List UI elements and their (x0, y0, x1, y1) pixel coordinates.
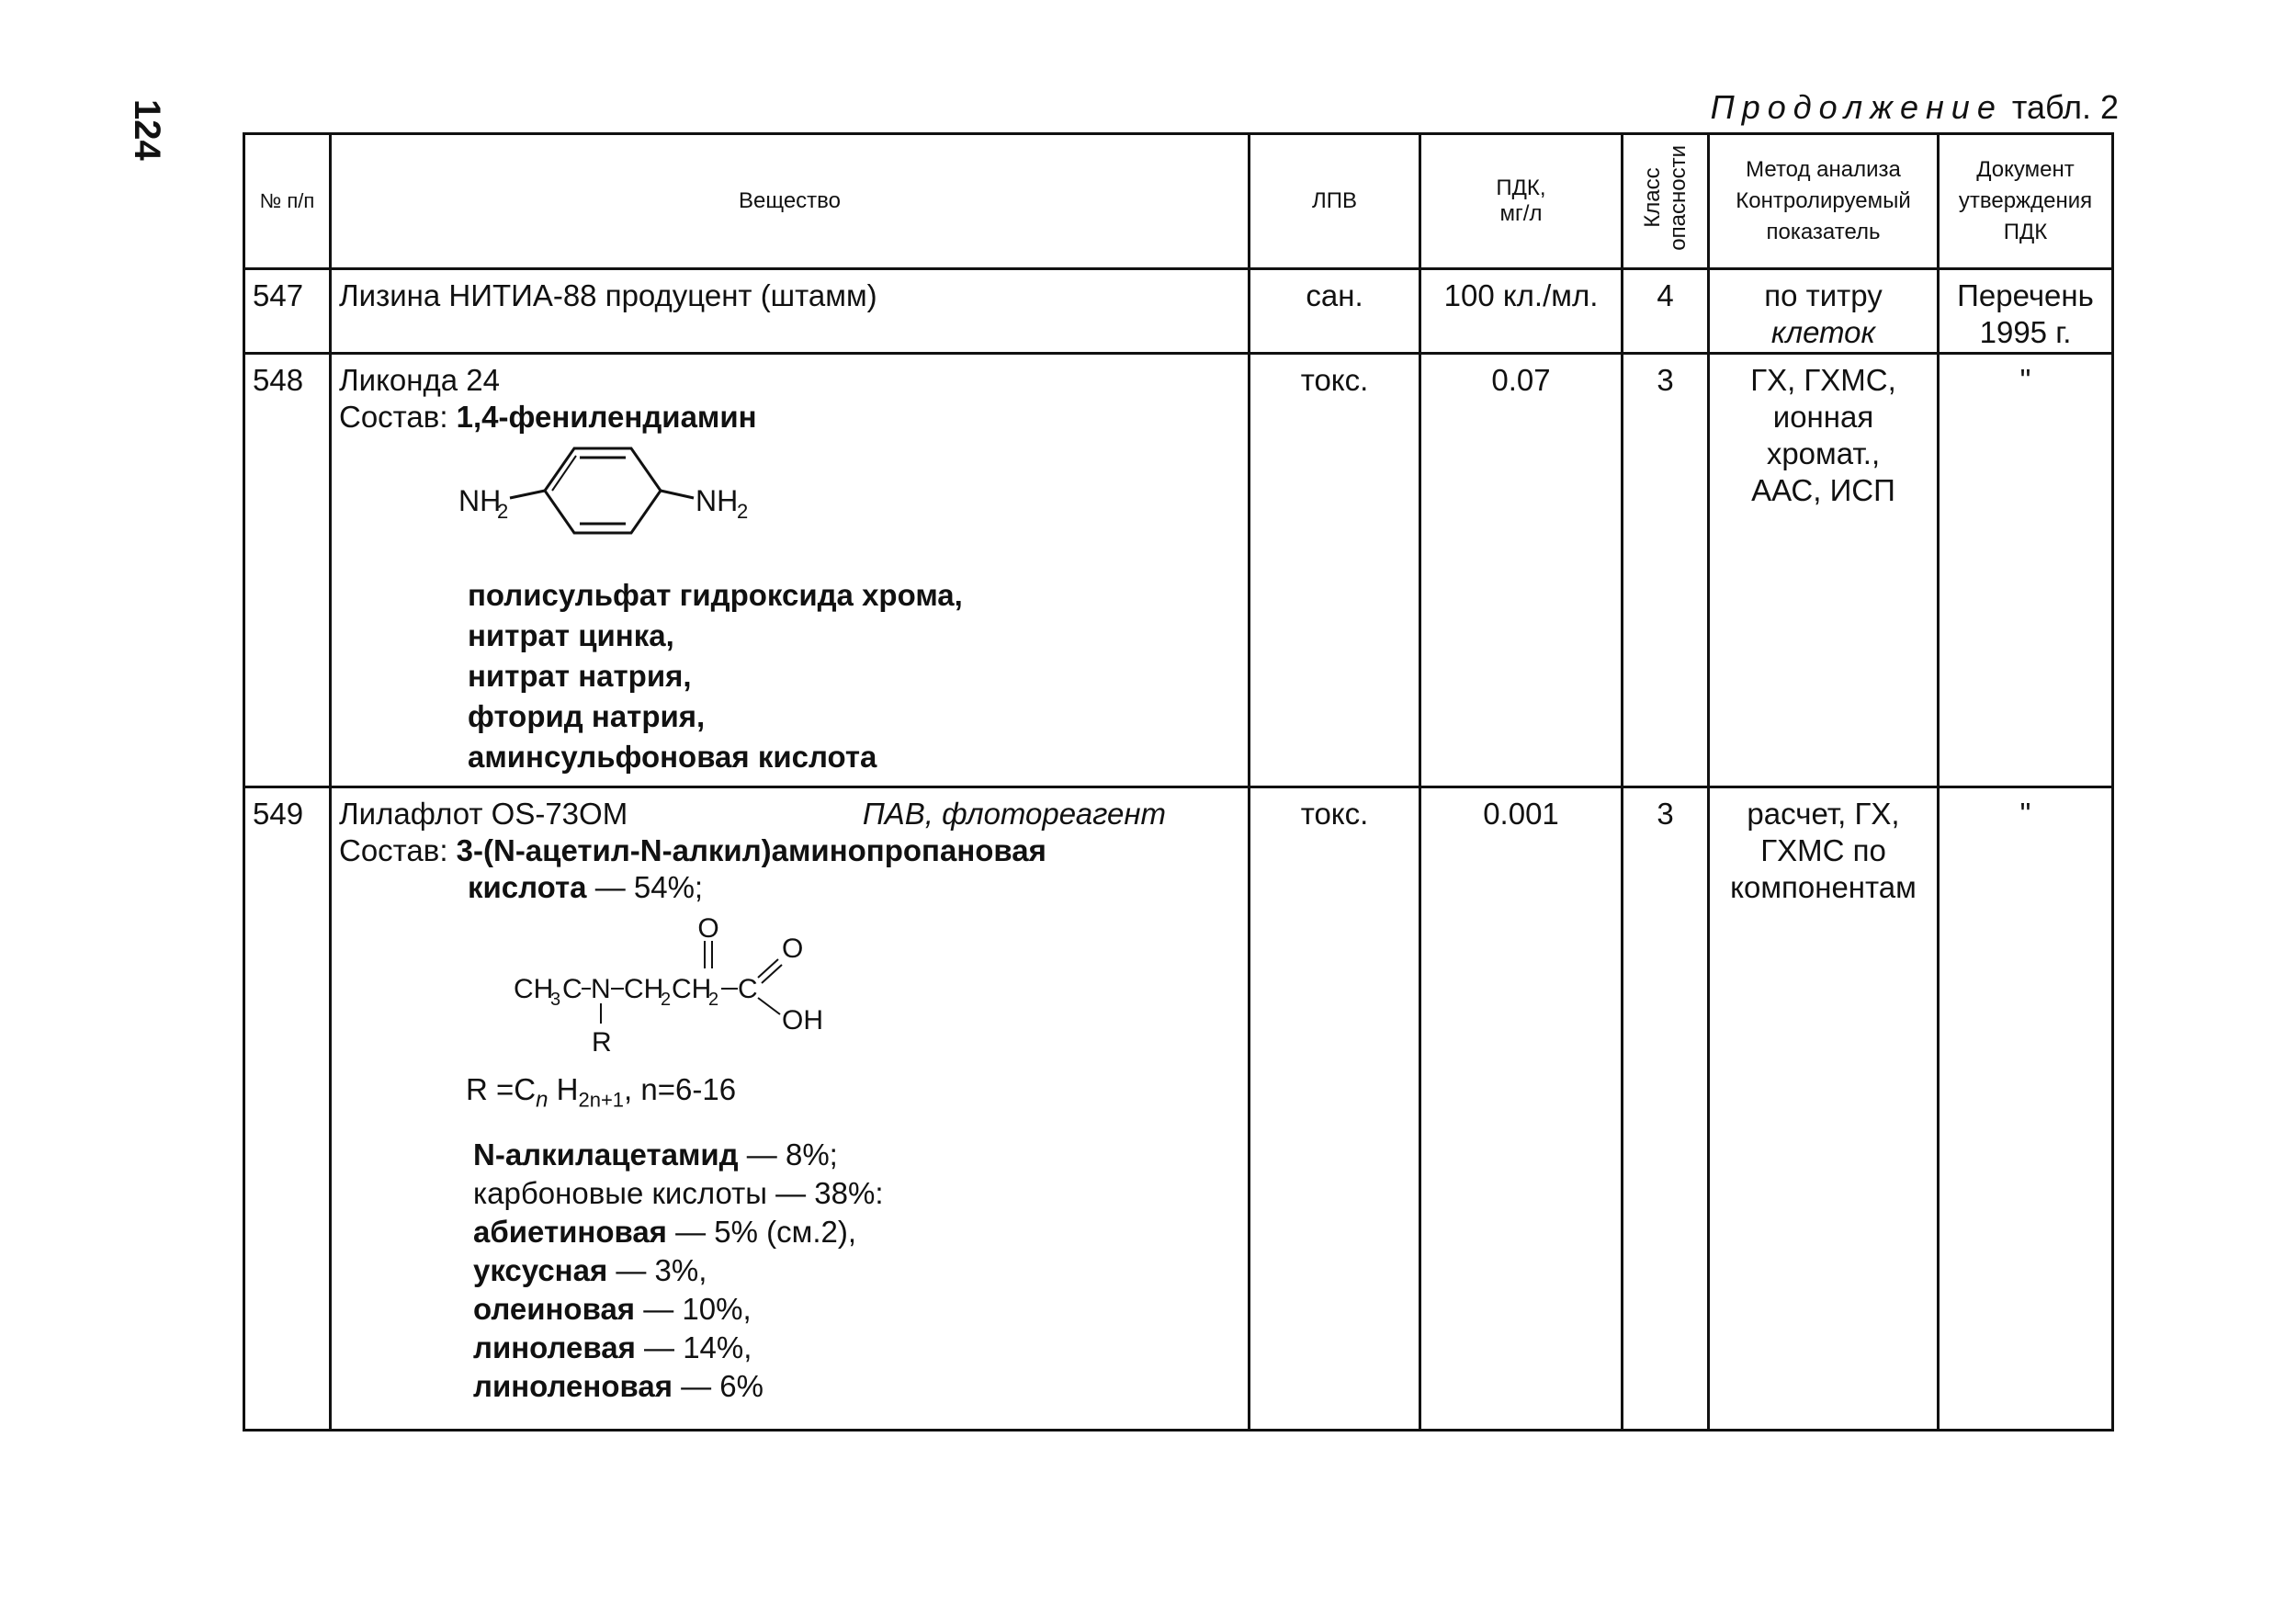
composition-line (339, 399, 1248, 436)
header-method-line3: показатель (1766, 220, 1881, 244)
header-doc-line2: утверждения (1958, 188, 2093, 213)
hazard-class-value: 4 (1623, 269, 1709, 354)
composition-label: Состав: (339, 833, 448, 867)
component-line (473, 1174, 1248, 1213)
formula-o-top: O (697, 915, 719, 944)
substance-name: Лилафлот OS-73OM (339, 797, 628, 831)
composition-label: Состав: (339, 400, 448, 434)
composition-first-component: 3-(N-ацетил-N-алкил)аминопропановая (456, 833, 1046, 867)
component-name: абиетиновая (473, 1214, 667, 1249)
component-percent: — 6% (672, 1368, 763, 1403)
component-percent: — 10%, (635, 1291, 752, 1326)
header-method (1709, 134, 1939, 269)
composition-line (339, 832, 1248, 869)
aminopropanoic-acid-structure (514, 915, 1028, 1062)
header-num: № п/п (244, 134, 331, 269)
formula-ch2-a: CH (624, 974, 664, 1004)
lpv-value: сан. (1250, 269, 1420, 354)
hazard-class-value: 3 (1623, 354, 1709, 787)
substance-cell (331, 354, 1250, 787)
component-percent: — 5% (см.2), (666, 1214, 857, 1249)
formula-ch2-b-sub: 2 (708, 990, 719, 1010)
header-lpv: ЛПВ (1250, 134, 1420, 269)
component-name: N-алкилацетамид (473, 1137, 739, 1171)
method-line: хромат., (1766, 436, 1881, 470)
header-pdk (1420, 134, 1623, 269)
component-line: нитрат натрия, (468, 659, 692, 693)
formula-c-carboxyl: C (738, 974, 758, 1004)
hazard-class-value: 3 (1623, 787, 1709, 1431)
formula-ch3: CH (514, 974, 554, 1004)
row-number: 549 (244, 787, 331, 1431)
header-doc-line1: Документ (1976, 157, 2075, 182)
r-def-r: R =C (466, 1072, 537, 1106)
formula-ch2-b: CH (672, 974, 712, 1004)
formula-oh: OH (782, 1005, 823, 1035)
formula-ch3-sub: 3 (550, 990, 561, 1010)
method-line: компонентам (1730, 870, 1917, 904)
substance-name: Ликонда 24 (339, 363, 500, 397)
method-line: ААС, ИСП (1751, 473, 1895, 507)
component-percent: — 8%; (738, 1137, 838, 1171)
component-line (473, 1290, 1248, 1329)
document-value (1939, 269, 2113, 354)
table-row (244, 787, 2113, 1431)
method-value (1709, 354, 1939, 787)
component-list (339, 575, 1248, 777)
component-percent: карбоновые кислоты — 38%: (473, 1175, 884, 1210)
r-def-n-sub: n (536, 1087, 549, 1113)
component-list (339, 1136, 1248, 1406)
header-method-line2: Контролируемый (1736, 188, 1911, 213)
component-line: фторид натрия, (468, 699, 706, 733)
document-value: " (1939, 787, 2113, 1431)
header-pdk-unit: мг/л (1499, 201, 1543, 226)
continuation-word: Продолжение (1710, 88, 2003, 126)
component-line: нитрат цинка, (468, 618, 674, 652)
component-line (473, 1367, 1248, 1406)
r-def-h-sub: 2n+1 (578, 1088, 625, 1112)
header-substance: Вещество (331, 134, 1250, 269)
component-name: олеиновая (473, 1291, 636, 1326)
pdk-value: 0.001 (1420, 787, 1623, 1431)
substance-name: Лизина НИТИА-88 продуцент (штамм) (331, 269, 1250, 354)
formula-o-right: O (782, 934, 804, 964)
table-row (244, 354, 2113, 787)
component-name: линоленовая (473, 1368, 673, 1403)
document-line: 1995 г. (1979, 315, 2072, 349)
composition-first-percent: — 54%; (586, 870, 704, 904)
row-number: 547 (244, 269, 331, 354)
header-hazard-line1: Класс (1639, 167, 1665, 229)
component-percent: — 14%, (635, 1330, 752, 1364)
header-hazard-line2: опасности (1665, 145, 1691, 251)
header-method-line1: Метод анализа (1746, 157, 1901, 182)
lpv-value: токс. (1250, 354, 1420, 787)
component-line (473, 1213, 1248, 1251)
component-line (473, 1251, 1248, 1290)
formula-nh-left-sub: 2 (497, 500, 509, 523)
formula-nh-right: NH (696, 484, 739, 517)
formula-r: R (592, 1027, 612, 1058)
formula-nh-left: NH (458, 484, 502, 517)
substance-role: ПАВ, флотореагент (862, 797, 1166, 831)
header-hazard-class (1623, 134, 1709, 269)
formula-n: N (591, 974, 611, 1004)
component-name: линолевая (473, 1330, 636, 1364)
method-value (1709, 787, 1939, 1431)
r-def-range: , n=6-16 (624, 1072, 737, 1106)
component-line (473, 1136, 1248, 1174)
header-pdk-label: ПДК, (1496, 175, 1546, 200)
document-value: " (1939, 354, 2113, 787)
method-line: ионная (1772, 400, 1874, 434)
table-row (244, 269, 2113, 354)
composition-line-2 (339, 869, 1248, 906)
substance-cell (331, 787, 1250, 1431)
substances-table (243, 132, 2114, 1432)
method-line: по титру (1764, 278, 1883, 312)
pdk-value: 0.07 (1420, 354, 1623, 787)
table-header-row (244, 134, 2113, 269)
composition-first-component: 1,4-фенилендиамин (456, 400, 757, 434)
component-line (473, 1329, 1248, 1367)
page-number: 124 (127, 99, 167, 161)
document-line: Перечень (1957, 278, 2094, 312)
table-continuation-caption (1711, 88, 2119, 127)
component-name: уксусная (473, 1252, 608, 1287)
header-hazard-text (1640, 145, 1691, 251)
method-value (1709, 269, 1939, 354)
component-percent: — 3%, (607, 1252, 707, 1287)
composition-first-component-cont: кислота (468, 870, 587, 904)
header-doc-line3: ПДК (2003, 220, 2048, 244)
formula-c-carbonyl: C (562, 974, 582, 1004)
component-line: полисульфат гидроксида хрома, (468, 578, 963, 612)
method-line: ГХМС по (1760, 833, 1886, 867)
header-document (1939, 134, 2113, 269)
component-line: аминсульфоновая кислота (468, 740, 877, 774)
lpv-value: токс. (1250, 787, 1420, 1431)
substance-name-line (339, 796, 1166, 832)
continuation-table-ref: табл. 2 (2011, 88, 2119, 126)
r-def-h: H (548, 1072, 579, 1106)
pdk-value: 100 кл./мл. (1420, 269, 1623, 354)
method-line: ГХ, ГХМС, (1750, 363, 1896, 397)
formula-ch2-a-sub: 2 (661, 990, 672, 1010)
formula-nh-right-sub: 2 (737, 500, 749, 523)
method-line: расчет, ГХ, (1747, 797, 1900, 831)
method-line: клеток (1770, 315, 1876, 349)
phenylenediamine-structure (458, 445, 844, 555)
row-number: 548 (244, 354, 331, 787)
r-definition (339, 1071, 1248, 1119)
